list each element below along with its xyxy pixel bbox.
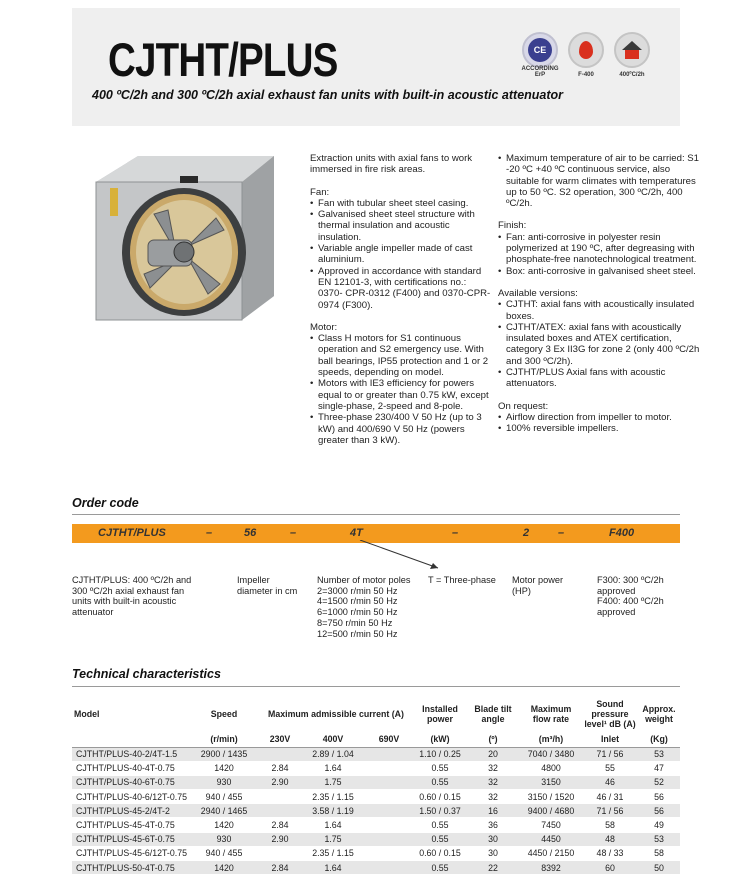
- list-item: • Maximum temperature of air to be carried: S1 -20 ºC +40 ºC continuous service, also suitable for warm climates with temperatures up to 50 ºC. S2 operation, 300 ºC/2h, 400 ºC/2h.: [498, 153, 704, 209]
- list-item: • Airflow direction from impeller to motor.: [498, 412, 704, 423]
- table-cell: 1420: [190, 861, 258, 875]
- versions-list: [498, 299, 704, 389]
- table-cell: [364, 747, 414, 761]
- table-cell: 0.55: [414, 761, 466, 775]
- list-item: • Box: anti-corrosive in galvanised sheet steel.: [498, 266, 704, 277]
- three-phase-arrow: [350, 540, 460, 576]
- table-cell: 48 / 33: [582, 846, 638, 860]
- table-row: [72, 818, 680, 832]
- technical-table: [72, 697, 680, 875]
- table-cell: 71 / 56: [582, 747, 638, 761]
- table-cell: 0.55: [414, 818, 466, 832]
- list-item: • Fan with tubular sheet steel casing.: [310, 198, 492, 209]
- col-weight: Approx. weight: [642, 704, 676, 724]
- table-cell: [364, 846, 414, 860]
- product-subtitle: 400 ºC/2h and 300 ºC/2h axial exhaust fan units with built-in acoustic attenuator: [92, 88, 564, 102]
- table-cell: 0.55: [414, 832, 466, 846]
- units-row: (r/min) 230V 400V 690V (kW) (º) (m³/h) Inlet (Kg): [72, 731, 680, 747]
- table-cell: [258, 747, 302, 761]
- table-cell: 4450: [520, 832, 582, 846]
- motor-heading: Motor:: [310, 321, 338, 333]
- list-item: • Approved in accordance with standard EN 12101-3, with certifications no.: 0370- CPR-0312 (F400) and 0370-CPR-0974 (F300).: [310, 266, 492, 311]
- table-cell: 32: [466, 790, 520, 804]
- table-row: [72, 747, 680, 761]
- table-cell: 1420: [190, 761, 258, 775]
- table-cell: CJTHT/PLUS-40-6/12T-0.75: [72, 790, 190, 804]
- table-row: [72, 761, 680, 775]
- table-row: [72, 846, 680, 860]
- description-column-2: [498, 153, 704, 446]
- ce-erp-icon: CE ACCORDING ErP: [522, 32, 558, 68]
- col-power: Installed power: [422, 704, 458, 724]
- table-cell: CJTHT/PLUS-40-6T-0.75: [72, 775, 190, 789]
- table-cell: 1.64: [302, 861, 364, 875]
- table-cell: 46 / 31: [582, 790, 638, 804]
- table-cell: 53: [638, 747, 680, 761]
- list-item: • Variable angle impeller made of cast aluminium.: [310, 243, 492, 266]
- table-cell: 16: [466, 804, 520, 818]
- product-header: [72, 8, 680, 126]
- table-cell: 2.89 / 1.04: [302, 747, 364, 761]
- table-row: [72, 832, 680, 846]
- table-cell: [258, 804, 302, 818]
- technical-divider: [72, 686, 680, 687]
- table-cell: 2940 / 1465: [190, 804, 258, 818]
- col-sound: Sound pressure level¹ dB (A): [584, 699, 636, 729]
- description-column-1: [310, 153, 492, 457]
- table-cell: 58: [638, 846, 680, 860]
- order-code-divider: [72, 514, 680, 515]
- table-cell: [364, 804, 414, 818]
- table-cell: 53: [638, 832, 680, 846]
- table-cell: [258, 790, 302, 804]
- order-desc-power: Motor power (HP): [512, 575, 564, 596]
- table-cell: 930: [190, 775, 258, 789]
- finish-heading: Finish:: [498, 220, 527, 232]
- table-cell: 60: [582, 861, 638, 875]
- table-cell: 58: [582, 818, 638, 832]
- table-row: [72, 775, 680, 789]
- temperature-list: [498, 153, 704, 209]
- order-code-dash: –: [452, 527, 459, 539]
- table-row: [72, 790, 680, 804]
- table-cell: 4450 / 2150: [520, 846, 582, 860]
- table-cell: 1.64: [302, 818, 364, 832]
- list-item: • CJTHT/ATEX: axial fans with acoustically insulated boxes and ATEX certification, category 3 Ex II3G for zone 2 (only 400 ºC/2h and 300 ºC/2h).: [498, 322, 704, 367]
- order-desc-model: CJTHT/PLUS: 400 ºC/2h and 300 ºC/2h axial exhaust fan units with built-in acoustic attenuator: [72, 575, 192, 618]
- fan-list: [310, 198, 492, 311]
- table-cell: CJTHT/PLUS-45-6/12T-0.75: [72, 846, 190, 860]
- order-desc-diameter: Impeller diameter in cm: [237, 575, 298, 596]
- table-cell: 1.64: [302, 761, 364, 775]
- table-cell: CJTHT/PLUS-45-2/4T-2: [72, 804, 190, 818]
- table-cell: [364, 761, 414, 775]
- table-cell: [364, 818, 414, 832]
- table-cell: CJTHT/PLUS-45-6T-0.75: [72, 832, 190, 846]
- product-title: CJTHT/PLUS: [108, 33, 338, 86]
- list-item: • 100% reversible impellers.: [498, 423, 704, 434]
- table-cell: 940 / 455: [190, 846, 258, 860]
- table-cell: 1.75: [302, 775, 364, 789]
- table-cell: 49: [638, 818, 680, 832]
- table-cell: 3.58 / 1.19: [302, 804, 364, 818]
- order-code-model: CJTHT/PLUS: [98, 527, 166, 539]
- fire-f400-icon: F-400: [568, 32, 604, 68]
- table-cell: 2.35 / 1.15: [302, 846, 364, 860]
- request-heading: On request:: [498, 400, 549, 412]
- table-cell: 2.84: [258, 818, 302, 832]
- motor-list: [310, 333, 492, 446]
- table-cell: 56: [638, 804, 680, 818]
- table-cell: 0.55: [414, 775, 466, 789]
- col-model: Model: [74, 709, 100, 719]
- table-cell: 0.60 / 0.15: [414, 846, 466, 860]
- order-code-dash: –: [290, 527, 297, 539]
- technical-heading: Technical characteristics: [72, 667, 221, 681]
- table-cell: 2.90: [258, 832, 302, 846]
- versions-heading: Available versions:: [498, 287, 578, 299]
- certification-badges: [521, 32, 650, 78]
- table-cell: 4800: [520, 761, 582, 775]
- table-cell: 3150 / 1520: [520, 790, 582, 804]
- order-desc-poles: Number of motor poles 2=3000 r/min 50 Hz 4=1500 r/min 50 Hz 6=1000 r/min 50 Hz 8=750 r/min 50 Hz 12=500 r/min 50 Hz: [317, 575, 411, 639]
- table-cell: 36: [466, 818, 520, 832]
- list-item: • Three-phase 230/400 V 50 Hz (up to 3 kW) and 400/690 V 50 Hz (powers greater than 3 kW).: [310, 412, 492, 446]
- table-cell: [364, 790, 414, 804]
- table-cell: CJTHT/PLUS-45-4T-0.75: [72, 818, 190, 832]
- table-cell: 7040 / 3480: [520, 747, 582, 761]
- order-code-heading: Order code: [72, 496, 139, 510]
- order-desc-approval: F300: 300 ºC/2h approved F400: 400 ºC/2h approved: [597, 575, 664, 618]
- table-cell: 50: [638, 861, 680, 875]
- fire-house-icon: 400ºC/2h: [614, 32, 650, 68]
- request-list: [498, 412, 704, 435]
- table-cell: 0.55: [414, 861, 466, 875]
- finish-list: [498, 232, 704, 277]
- intro-text: Extraction units with axial fans to work immersed in fire risk areas.: [310, 153, 473, 176]
- table-cell: 52: [638, 775, 680, 789]
- table-cell: 3150: [520, 775, 582, 789]
- table-cell: 1420: [190, 818, 258, 832]
- table-cell: 1.50 / 0.37: [414, 804, 466, 818]
- table-cell: 2.35 / 1.15: [302, 790, 364, 804]
- list-item: • Fan: anti-corrosive in polyester resin polymerized at 190 ºC, after degreasing with phosphate-free nanotechnological treatment.: [498, 232, 704, 266]
- table-cell: 7450: [520, 818, 582, 832]
- list-item: • Motors with IE3 efficiency for powers equal to or greater than 0.75 kW, except single-phase, 2-speed and 8-pole.: [310, 378, 492, 412]
- table-cell: 1.75: [302, 832, 364, 846]
- table-cell: 46: [582, 775, 638, 789]
- table-cell: 30: [466, 846, 520, 860]
- table-cell: [364, 832, 414, 846]
- table-cell: 32: [466, 775, 520, 789]
- table-cell: CJTHT/PLUS-50-4T-0.75: [72, 861, 190, 875]
- table-cell: 47: [638, 761, 680, 775]
- col-flow: Maximum flow rate: [530, 704, 572, 724]
- table-cell: 1.10 / 0.25: [414, 747, 466, 761]
- col-tilt: Blade tilt angle: [474, 704, 512, 724]
- order-code-poles: 4T: [350, 527, 363, 539]
- table-cell: CJTHT/PLUS-40-4T-0.75: [72, 761, 190, 775]
- order-code-diameter: 56: [244, 527, 257, 539]
- table-cell: 2.90: [258, 775, 302, 789]
- table-cell: 930: [190, 832, 258, 846]
- table-cell: 2900 / 1435: [190, 747, 258, 761]
- table-cell: 9400 / 4680: [520, 804, 582, 818]
- order-desc-three-phase: T = Three-phase: [428, 575, 496, 585]
- table-cell: 940 / 455: [190, 790, 258, 804]
- table-cell: 8392: [520, 861, 582, 875]
- table-cell: 71 / 56: [582, 804, 638, 818]
- table-cell: [364, 861, 414, 875]
- col-speed: Speed: [210, 709, 238, 719]
- list-item: • Class H motors for S1 continuous operation and S2 emergency use. With ball bearings, IP55 protection and 1 or 2 speeds, depending on model.: [310, 333, 492, 378]
- table-cell: 2.84: [258, 861, 302, 875]
- list-item: • CJTHT/PLUS Axial fans with acoustic attenuators.: [498, 367, 704, 390]
- table-cell: [258, 846, 302, 860]
- table-cell: 56: [638, 790, 680, 804]
- table-cell: 20: [466, 747, 520, 761]
- table-cell: 22: [466, 861, 520, 875]
- list-item: • Galvanised sheet steel structure with thermal insulation and acoustic insulation.: [310, 209, 492, 243]
- order-code-approval: F400: [609, 527, 635, 539]
- table-cell: 32: [466, 761, 520, 775]
- order-code-dash: –: [206, 527, 213, 539]
- table-cell: 30: [466, 832, 520, 846]
- table-cell: 48: [582, 832, 638, 846]
- col-current: Maximum admissible current (A): [268, 709, 404, 719]
- list-item: • CJTHT: axial fans with acoustically insulated boxes.: [498, 299, 704, 322]
- order-code-dash: –: [558, 527, 565, 539]
- table-cell: 0.60 / 0.15: [414, 790, 466, 804]
- table-cell: 2.84: [258, 761, 302, 775]
- table-cell: 55: [582, 761, 638, 775]
- fan-heading: Fan:: [310, 186, 330, 198]
- table-cell: CJTHT/PLUS-40-2/4T-1.5: [72, 747, 190, 761]
- table-row: [72, 861, 680, 875]
- table-row: [72, 804, 680, 818]
- table-cell: [364, 775, 414, 789]
- order-code-power: 2: [523, 527, 530, 539]
- product-image: [84, 148, 284, 348]
